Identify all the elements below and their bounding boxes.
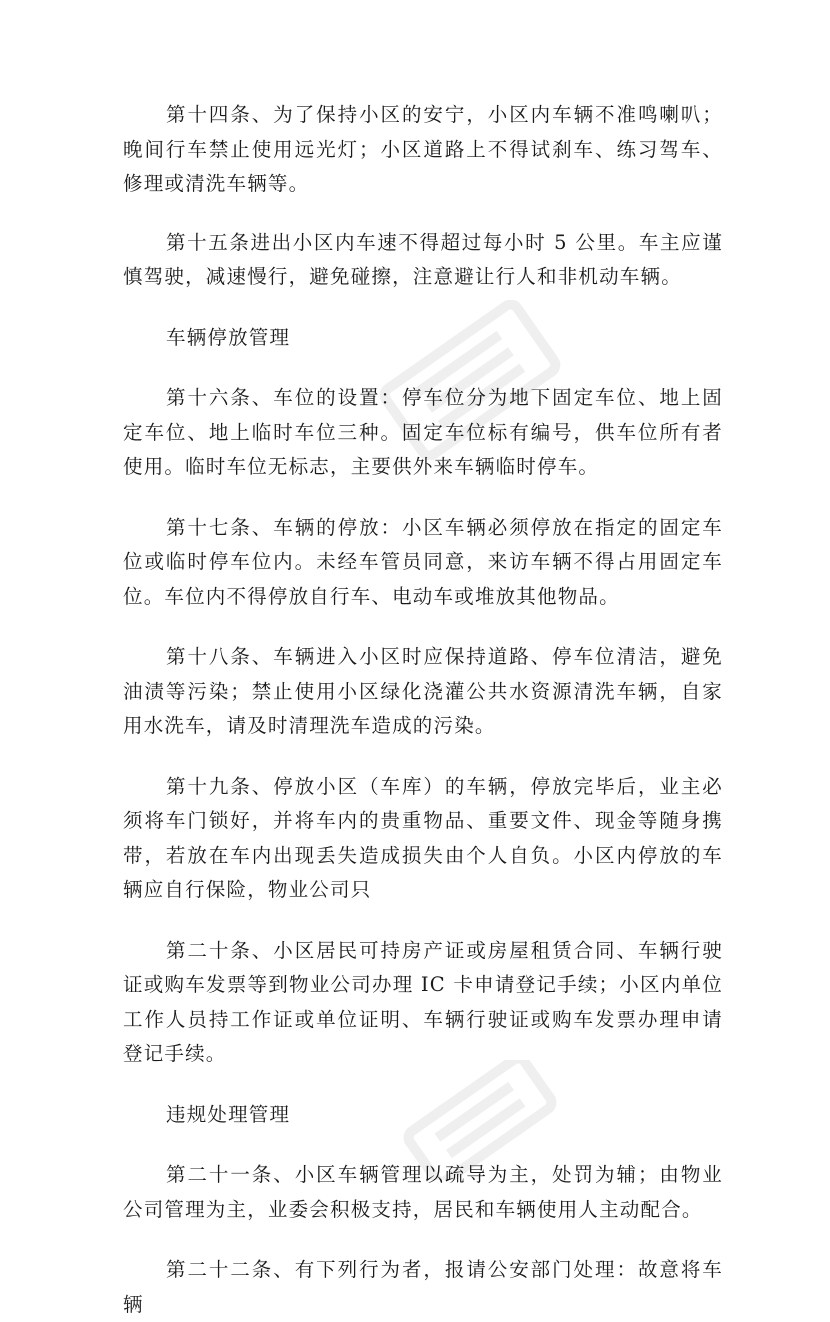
article-16: 第十六条、车位的设置：停车位分为地下固定车位、地上固定车位、地上临时车位三种。固定车位标有编号，供车位所有者使用。临时车位无标志，主要供外来车辆临时停车。 [123, 386, 723, 478]
section-heading-parking: 车辆停放管理 [166, 325, 291, 349]
article-22: 第二十二条、有下列行为者，报请公安部门处理：故意将车辆 [123, 1258, 723, 1316]
article-19: 第十九条、停放小区（车库）的车辆，停放完毕后，业主必须将车门锁好，并将车内的贵重物品、重要文件、现金等随身携带，若放在车内出现丢失造成损失由个人自负。小区内停放的车辆应自行保险，物业公司只 [123, 774, 723, 901]
article-17: 第十七条、车辆的停放：小区车辆必须停放在指定的固定车位或临时停车位内。未经车管员同意，来访车辆不得占用固定车位。车位内不得停放自行车、电动车或堆放其他物品。 [123, 515, 723, 608]
article-15: 第十五条进出小区内车速不得超过每小时 5 公里。车主应谨慎驾驶，减速慢行，避免碰擦，注意避让行人和非机动车辆。 [123, 230, 723, 288]
document-body [123, 98, 723, 1322]
article-21: 第二十一条、小区车辆管理以疏导为主，处罚为辅；由物业公司管理为主，业委会积极支持，居民和车辆使用人主动配合。 [123, 1163, 723, 1221]
article-18: 第十八条、车辆进入小区时应保持道路、停车位清洁，避免油渍等污染；禁止使用小区绿化浇灌公共水资源清洗车辆，自家用水洗车，请及时清理洗车造成的污染。 [123, 645, 723, 737]
article-14: 第十四条、为了保持小区的安宁，小区内车辆不准鸣喇叭；晚间行车禁止使用远光灯；小区道路上不得试刹车、练习驾车、修理或清洗车辆等。 [123, 103, 723, 195]
section-heading-violations: 违规处理管理 [166, 1102, 291, 1126]
article-20: 第二十条、小区居民可持房产证或房屋租赁合同、车辆行驶证或购车发票等到物业公司办理 IC 卡申请登记手续；小区内单位工作人员持工作证或单位证明、车辆行驶证或购车发票办理申请登记手续。 [123, 938, 723, 1065]
